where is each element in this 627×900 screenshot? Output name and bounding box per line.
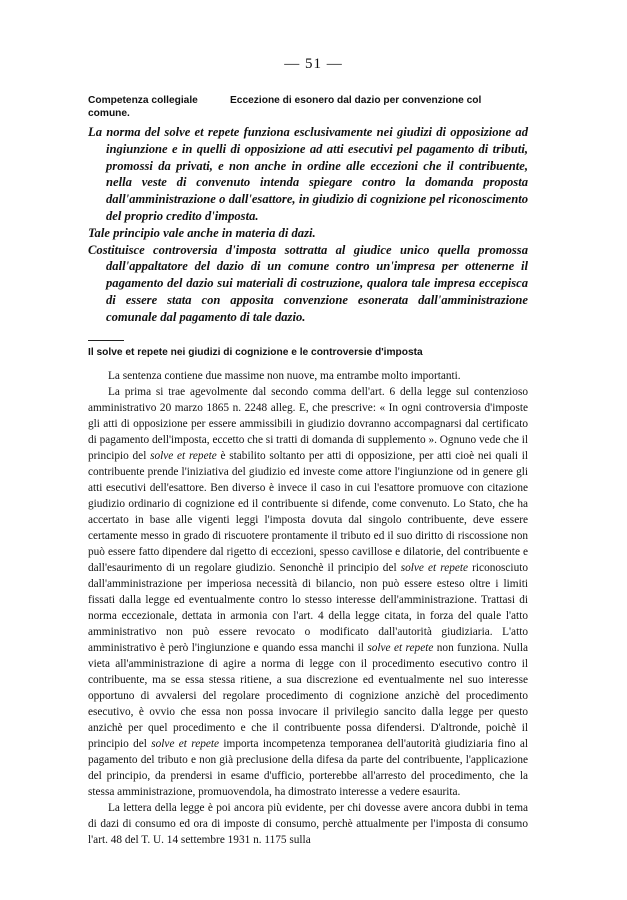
latin-term: solve et repete <box>150 450 217 462</box>
header-right: Eccezione di esonero dal dazio per convenzione col <box>230 95 482 106</box>
text-run: La prima si trae agevolmente dal secondo comma dell'art. 6 della legge sul contenzioso amministrativo 20 marzo 1865 n. 2248 alleg. E, che prescrive: « In ogni controversia d'imposte gli atti di opposizione per essere ammissibili in giudizio dovranno accompagnarsi dal certificato di pagamento dell'imposta, eccetto che si tratti di domanda di supplemento ». Ognuno vede che il principio del <box>88 386 528 462</box>
maxim: La norma del solve et repete funziona esclusivamente nei giudizi di opposizione ad ingiunzione e in quelli di opposizione ad atti esecutivi pel pagamento di tributi, promossi da privati, e non anche in ordine alle eccezioni che il contribuente, nella veste di convenuto intenda spiegare contro la domanda proposta dall'amministrazione o dall'esattore, in giudizio di cognizione pel riconoscimento del proprio credito d'imposta. <box>88 125 528 223</box>
text-run: non funziona. Nulla vieta all'amministrazione di agire a norma di legge con il procedimento esecutivo contro il contribuente, ma se essa stessa ritiene, a sua discrezione ed eventualmente nel suo interesse opportuno di avvalersi del regolare procedimento di cognizione anzichè del procedimento esecutivo, è ovvio che essa non possa invocare il privilegio sancito dalla legge per questo anzichè per quel procedimento e che il contribuente possa difendersi. D'altronde, poichè il principio del <box>88 642 528 750</box>
paragraph <box>88 384 528 800</box>
text-run: importa incompetenza temporanea dell'autorità giudiziaria fino al pagamento del tributo e non già preclusione della difesa da parte del contribuente, l'applicazione del principio, da prendersi in esame d'ufficio, porterebbe all'arresto del procedimento, che la stessa amministrazione, promuovendola, ha dimostrato interesse a vedere esaurita. <box>88 738 528 798</box>
maxims-block <box>88 124 528 326</box>
latin-term: solve et repete <box>400 562 469 574</box>
body-text <box>88 368 528 848</box>
text-run: è stabilito soltanto per atti di opposizione, per atti cioè nei quali il contribuente prende l'iniziativa del giudizio ed investe come attore l'ingiunzione od in genere gli atti esecutivi dell'esattore. Ben diverso è invece il caso in cui l'esattore promuove con citazione giudizio ordinario di cognizione ed il contribuente si difende, come convenuto. Lo Stato, che ha accertato in base alle vigenti leggi l'imposta dovuta dal singolo contribuente, deve essere certamente messo in grado di riscuotere prontamente il tributo ed il suo diritto di riscossione non può essere fatto dipendere dal rigetto di eccezioni, spesso cavillose e dilatorie, del contribuente e dall'esaurimento di un regolare giudizio. Senonchè il principio del <box>88 450 528 574</box>
section-title: Il solve et repete nei giudizi di cognizione e le controversie d'imposta <box>88 347 423 358</box>
text-run: La sentenza contiene due massime non nuove, ma entrambe molto importanti. <box>108 370 461 382</box>
header-left: Competenza collegiale comune. <box>88 95 198 119</box>
latin-term: solve et repete <box>151 738 220 750</box>
latin-term: solve et repete <box>367 642 434 654</box>
separator-rule <box>88 340 124 341</box>
page-number: — 51 — <box>284 56 343 72</box>
case-headers <box>88 94 533 122</box>
maxim: Tale principio vale anche in materia di dazi. <box>88 225 316 240</box>
text-run: riconosciuto dall'amministrazione per imperiosa necessità di bilancio, non può essere esteso oltre i limiti fissati dalla legge ed eventualmente contro lo stesso interesse dell'amministrazione. Trattasi di norma eccezionale, dettata in armonia con l'art. 4 della legge citata, in forza del quale l'atto amministrativo non può essere revocato o modificato dall'autorità giudiziaria. L'atto amministrativo è però l'ingiunzione e quando essa manchi il <box>88 562 529 654</box>
paragraph <box>88 800 528 848</box>
paragraph <box>88 368 528 384</box>
maxim: Costituisce controversia d'imposta sottratta al giudice unico quella promossa dall'appaltatore del dazio di un comune contro un'impresa per ottenerne il pagamento del dazio sui materiali di costruzione, qualora tale impresa eccepisca di essere stata con apposita convenzione esonerata dall'amministrazione comunale dal pagamento di tale dazio. <box>88 242 528 324</box>
text-run: La lettera della legge è poi ancora più evidente, per chi dovesse avere ancora dubbi in tema di dazi di consumo ed ora di imposte di consumo, perchè attualmente per l'imposta di consumo l'art. 48 del T. U. 14 settembre 1931 n. 1175 sulla <box>88 802 528 846</box>
